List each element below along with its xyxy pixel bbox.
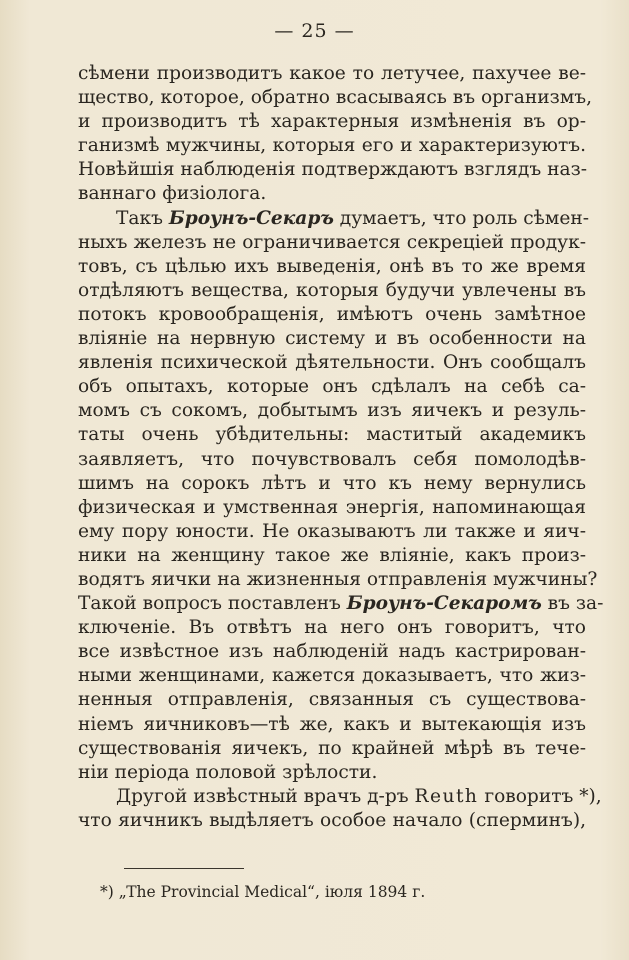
text-line <box>78 279 586 303</box>
text-line <box>78 520 586 544</box>
line-text: объ опытахъ, которые онъ сдѣлалъ на себѣ са- <box>78 376 586 398</box>
text-line <box>78 713 586 737</box>
text-line <box>78 351 586 375</box>
text-line <box>78 423 586 447</box>
line-text: физическая и умственная энергія, напоминающая <box>78 496 586 518</box>
text-line <box>78 664 586 688</box>
text-line <box>78 62 586 86</box>
text-line <box>78 785 602 809</box>
line-text: ваннаго физіолога. <box>78 183 267 205</box>
line-text: существованія яичекъ, по крайней мѣрѣ въ тече- <box>78 737 586 759</box>
line-text: ему пору юности. Не оказываютъ ли также и яич- <box>78 520 586 542</box>
line-text: шимъ на сорокъ лѣтъ и что къ нему вернулись <box>78 472 586 494</box>
line-text: товъ, съ цѣлью ихъ выведенія, онѣ въ то же время <box>78 255 586 277</box>
line-text: сѣмени производитъ какое то летучее, пахучее ве- <box>78 63 586 84</box>
line-text: ганизмѣ мужчины, которыя его и характеризуютъ. <box>78 135 586 157</box>
line-text: Такой вопросъ поставленъ <box>78 593 347 615</box>
text-line <box>78 110 586 134</box>
line-text: все извѣстное изъ наблюденій надъ кастрирован- <box>78 641 586 663</box>
line-text: заявляетъ, что почувствовалъ себя помолодѣв- <box>78 448 586 470</box>
text-line <box>78 568 598 592</box>
text-line <box>78 448 586 472</box>
text-line <box>78 688 586 712</box>
line-text: въ за- <box>541 593 604 615</box>
line-text: что яичникъ выдѣляетъ особое начало (сперминъ), <box>78 809 586 831</box>
line-text: ключеніе. Въ отвѣтъ на него онъ говоритъ, что <box>78 617 586 639</box>
text-line <box>78 86 593 110</box>
text-line <box>78 761 586 785</box>
text-line <box>78 399 586 423</box>
line-text: думаетъ, что роль сѣмен- <box>333 207 590 229</box>
line-text: ніемъ яичниковъ—тѣ же, какъ и вытекающія изъ <box>78 713 586 735</box>
line-text: Другой извѣстный врачъ д-ръ <box>116 785 415 807</box>
line-text: и производитъ тѣ характерныя измѣненія въ ор- <box>78 111 586 133</box>
person-name: Броунъ-Секаромъ <box>346 593 542 615</box>
text-line <box>78 303 586 327</box>
person-name: Reuth <box>414 785 479 807</box>
footnote-rule <box>124 868 244 869</box>
footnote: *) „The Provincial Medical“, іюля 1894 г. <box>100 883 426 901</box>
page-number: — 25 — <box>274 20 355 42</box>
line-text: ники на женщину такое же вліяніе, какъ произ- <box>78 544 586 566</box>
text-line <box>78 375 586 399</box>
text-line <box>78 182 586 206</box>
line-text: момъ съ сокомъ, добытымъ изъ яичекъ и резуль- <box>78 400 586 422</box>
line-text: потокъ кровообращенія, имѣютъ очень замѣтное <box>78 303 586 325</box>
text-line <box>78 544 586 568</box>
text-line <box>78 809 586 833</box>
line-text: таты очень убѣдительны: маститый академикъ <box>78 424 586 446</box>
text-line <box>78 592 604 616</box>
text-line <box>78 472 586 496</box>
person-name: Броунъ-Секаръ <box>168 207 334 229</box>
text-line <box>78 616 586 640</box>
line-text: вліяніе на нервную систему и въ особенности на <box>78 328 586 350</box>
line-text: Новѣйшія наблюденія подтверждаютъ взглядъ наз- <box>78 159 587 181</box>
line-text: отдѣляютъ вещества, которыя будучи увлечены въ <box>78 279 586 301</box>
text-line <box>78 255 586 279</box>
line-text: щество, которое, обратно всасываясь въ организмъ, <box>78 87 593 109</box>
line-text: ніи періода половой зрѣлости. <box>78 761 378 783</box>
text-line <box>78 640 586 664</box>
line-text: явленія психической дѣятельности. Онъ сообщалъ <box>78 352 586 374</box>
text-line <box>78 737 586 761</box>
line-text: водятъ яички на жизненныя отправленія мужчины? <box>78 568 598 590</box>
text-line <box>78 158 586 182</box>
text-line <box>78 207 590 231</box>
line-text: ными женщинами, кажется доказываетъ, что жиз- <box>78 665 586 687</box>
line-text: ненныя отправленія, связанныя съ существова- <box>78 689 586 711</box>
text-line <box>78 231 586 255</box>
text-line <box>78 327 586 351</box>
line-text: Такъ <box>116 207 169 229</box>
text-line <box>78 496 586 520</box>
line-text: говоритъ *), <box>478 785 602 807</box>
text-line <box>78 134 586 158</box>
body-text <box>78 62 604 833</box>
line-text: ныхъ железъ не ограничивается секреціей продук- <box>78 231 586 253</box>
